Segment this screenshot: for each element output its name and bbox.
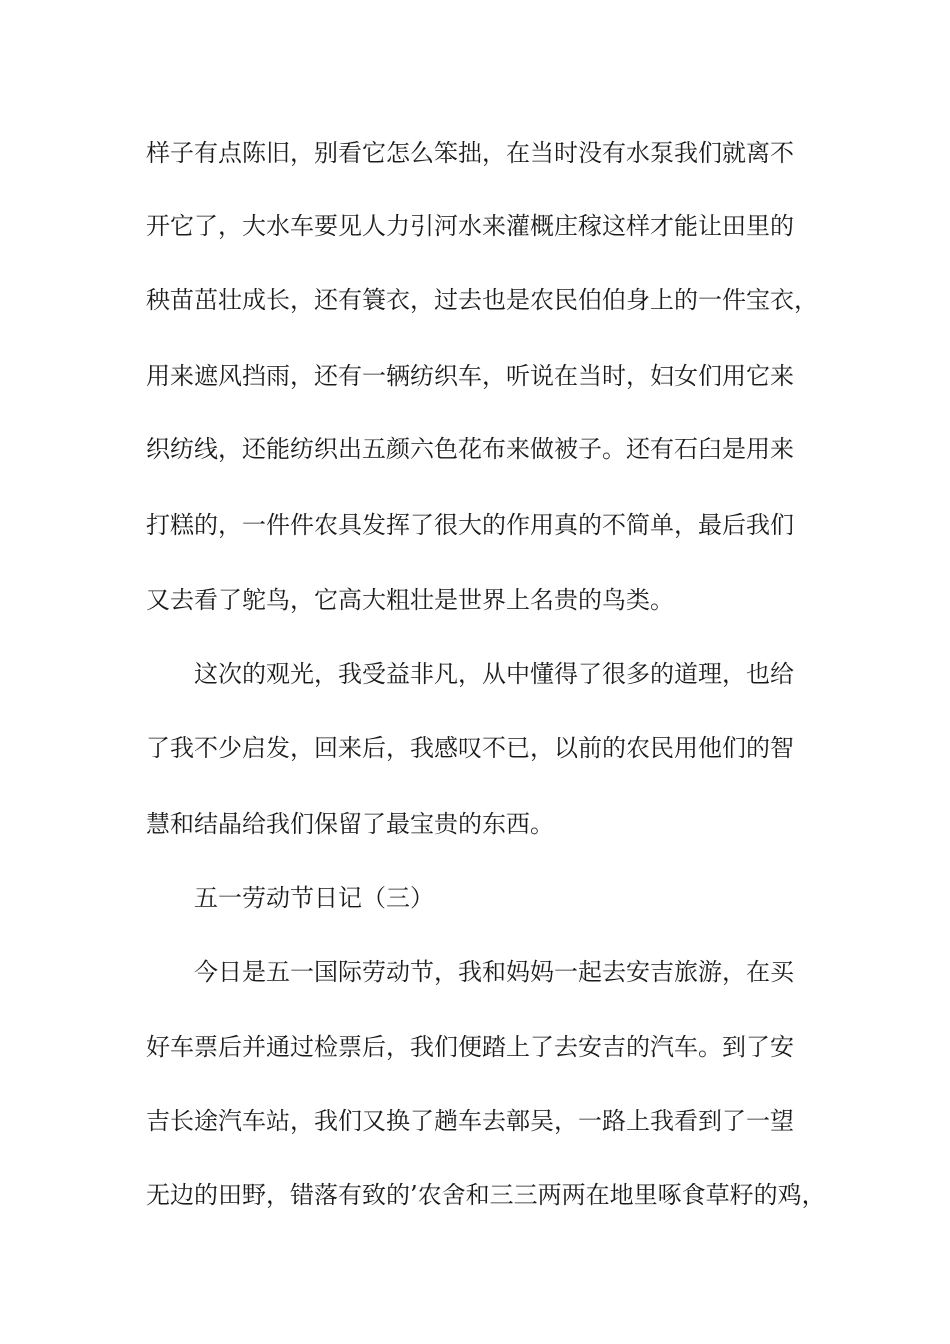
text-line: 用来遮风挡雨，还有一辆纺织车，听说在当时，妇女们用它来 — [146, 362, 794, 390]
paragraph-start-line: 今日是五一国际劳动节，我和妈妈一起去安吉旅游，在买 — [194, 958, 794, 986]
text-line: 秧苗茁壮成长，还有簑衣，过去也是农民伯伯身上的一件宝衣， — [146, 286, 818, 314]
text-line: 开它了，大水车要见人力引河水来灌概庄稼这样才能让田里的 — [146, 212, 794, 240]
text-line: 好车票后并通过检票后，我们便踏上了去安吉的汽车。到了安 — [146, 1033, 794, 1061]
text-line: 吉长途汽车站，我们又换了趟车去鄣吴，一路上我看到了一望 — [146, 1107, 794, 1135]
text-line: 无边的田野，错落有致的’农舍和三三两两在地里啄食草籽的鸡， — [146, 1181, 826, 1209]
paragraph-start-line: 这次的观光，我受益非凡，从中懂得了很多的道理，也给 — [194, 660, 794, 688]
text-line: 织纺线，还能纺织出五颜六色花布来做被子。还有石臼是用来 — [146, 435, 794, 463]
text-line: 又去看了鸵鸟，它高大粗壮是世界上名贵的鸟类。 — [146, 586, 674, 614]
text-line: 样子有点陈旧，别看它怎么笨拙，在当时没有水泵我们就离不 — [146, 139, 794, 167]
text-line: 慧和结晶给我们保留了最宝贵的东西。 — [146, 810, 554, 838]
text-line: 了我不少启发，回来后，我感叹不已，以前的农民用他们的智 — [146, 734, 794, 762]
text-line: 打糕的，一件件农具发挥了很大的作用真的不简单，最后我们 — [146, 511, 794, 539]
section-heading: 五一劳动节日记（三） — [194, 884, 434, 912]
